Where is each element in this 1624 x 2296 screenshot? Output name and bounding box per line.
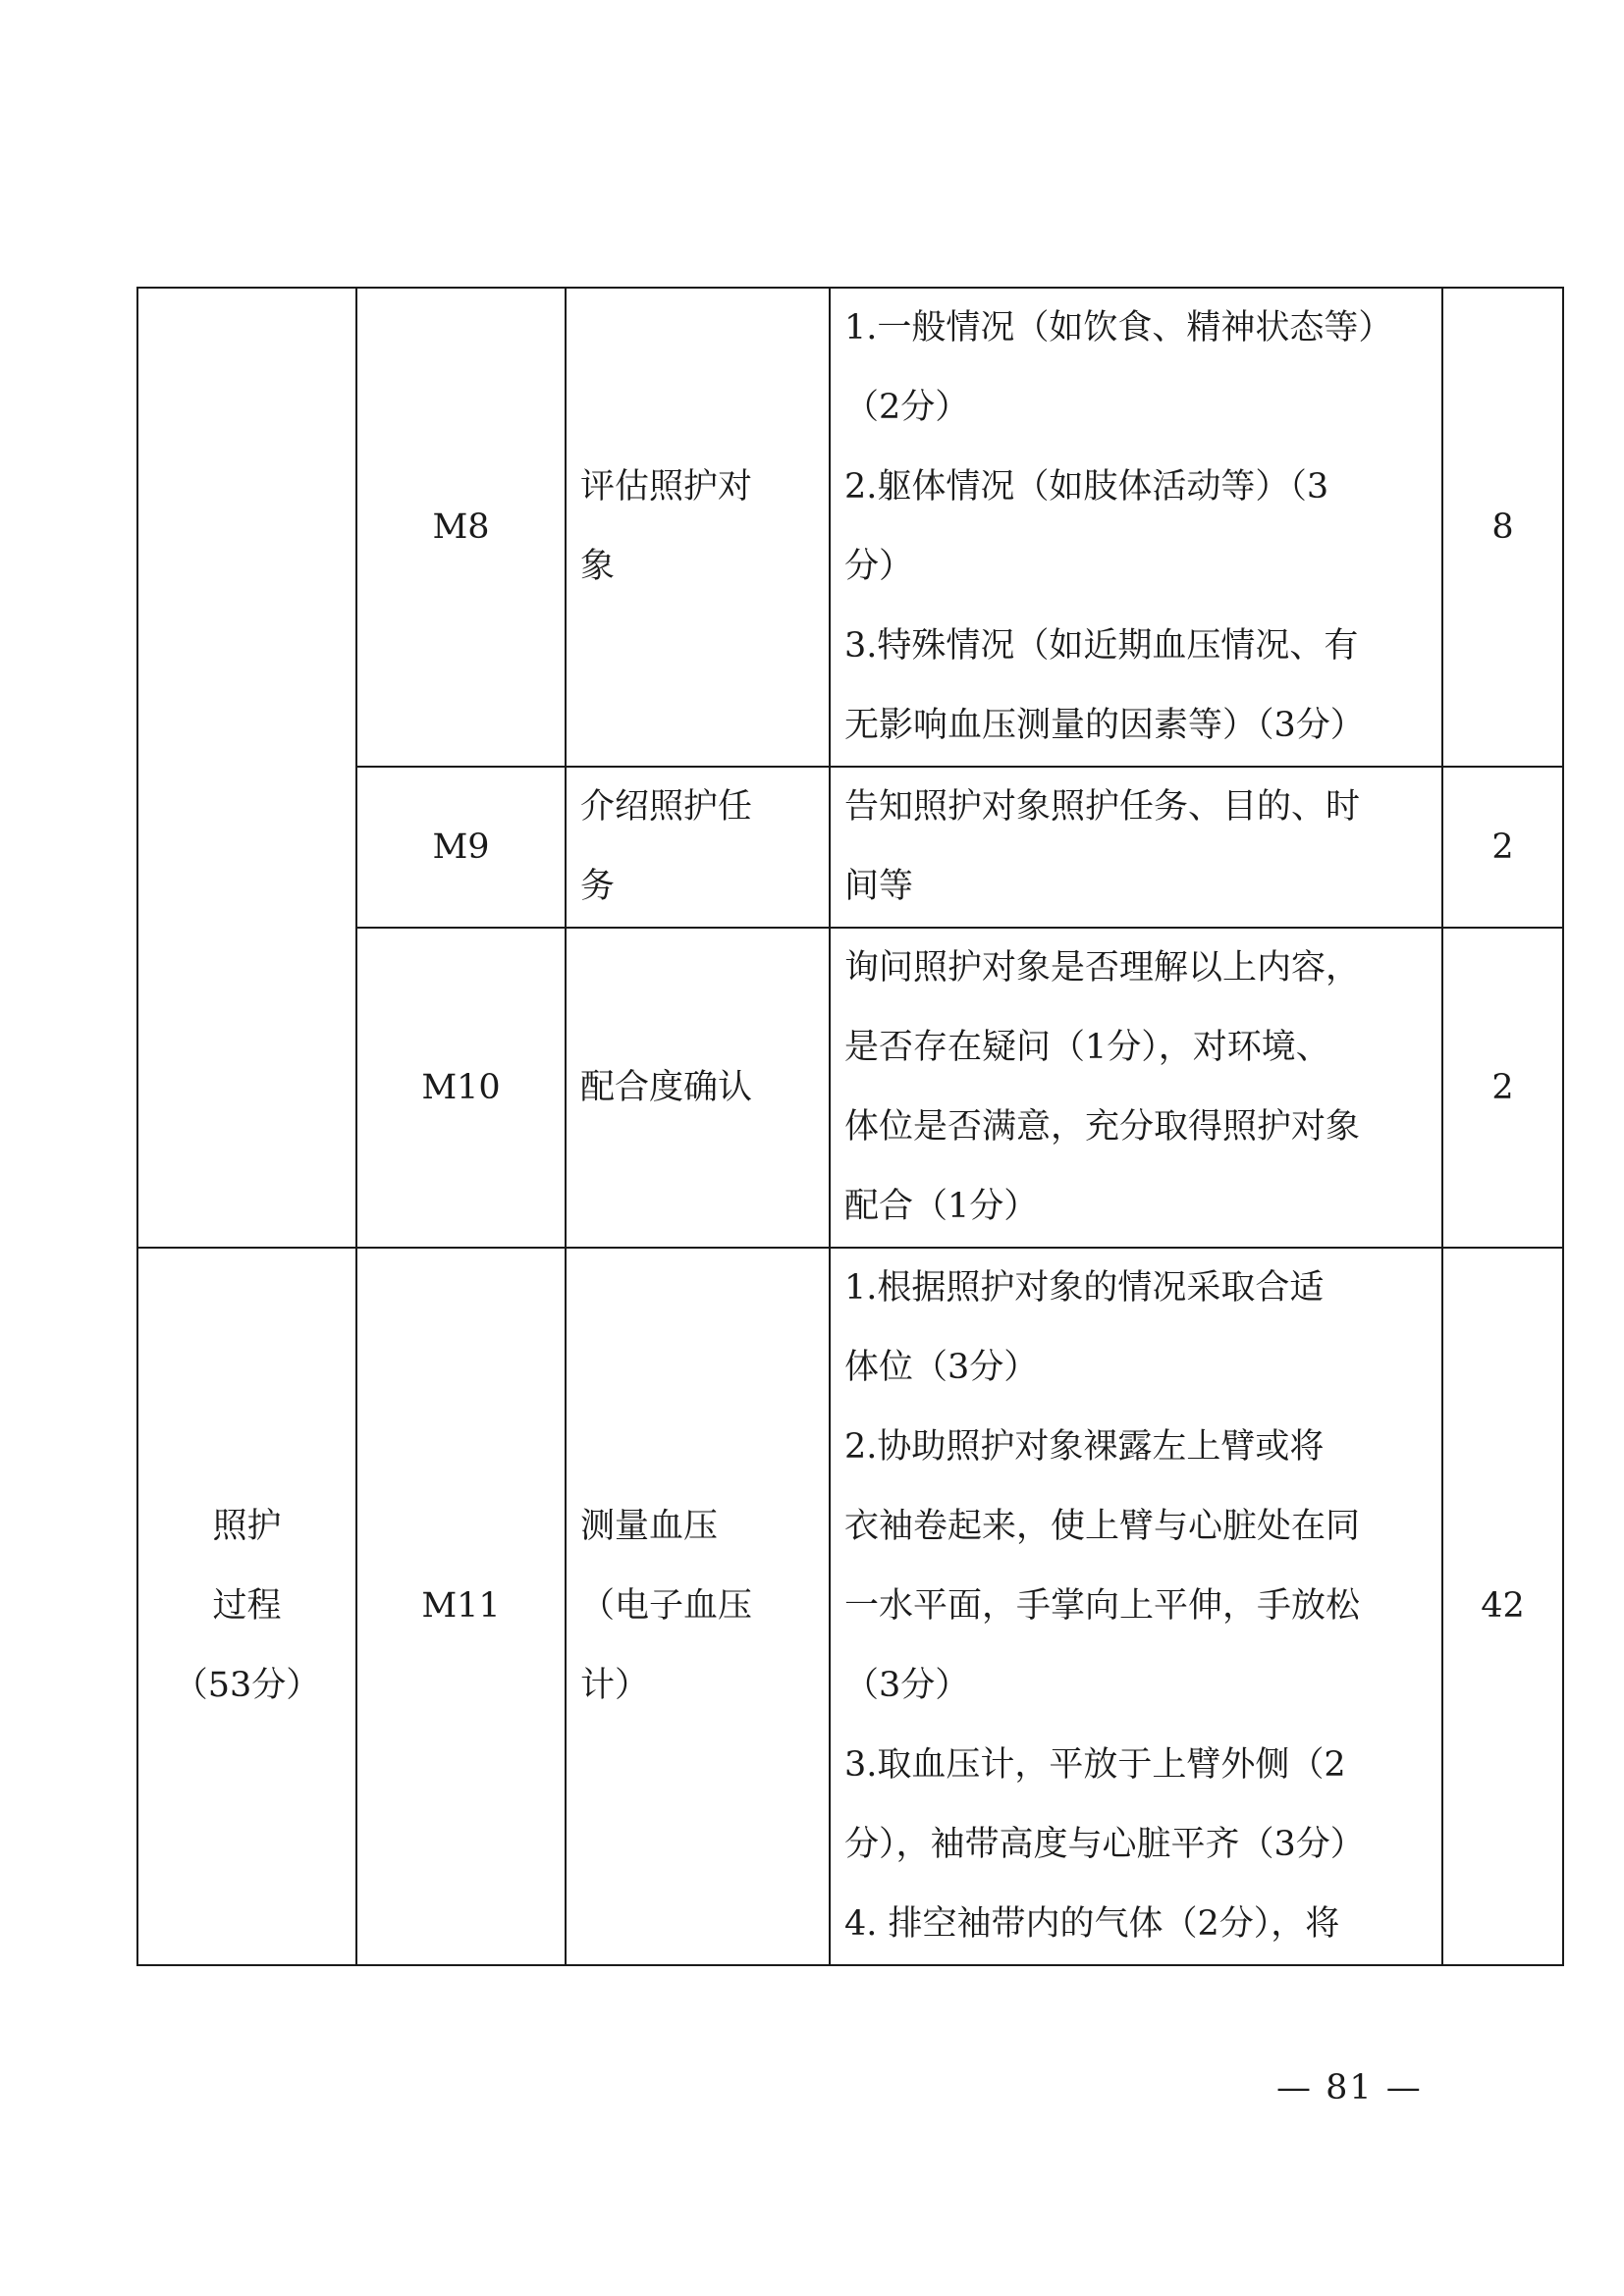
item-line: 务 — [580, 867, 616, 906]
requirement-line: 4. 排空袖带内的气体（2分），将 — [844, 1904, 1340, 1944]
stage-line: （53分） — [173, 1666, 321, 1705]
item-cell — [566, 1248, 830, 1965]
requirement-cell — [830, 767, 1442, 928]
stage-line: 照护 — [212, 1507, 282, 1546]
item-line: 介绍照护任 — [580, 787, 753, 827]
code-cell: M10 — [356, 928, 566, 1248]
scoring-table — [136, 287, 1564, 1966]
stage-cell — [137, 1248, 356, 1965]
score-cell: 2 — [1442, 767, 1563, 928]
requirement-line: 一水平面，手掌向上平伸，手放松 — [844, 1586, 1361, 1626]
table-row — [137, 1248, 1563, 1965]
item-line: 测量血压 — [580, 1507, 719, 1546]
table-row — [137, 288, 1563, 767]
item-line: （电子血压 — [580, 1586, 753, 1626]
page-number: — 81 — — [1276, 2068, 1423, 2108]
requirement-cell — [830, 928, 1442, 1248]
requirement-line: 告知照护对象照护任务、目的、时 — [844, 787, 1361, 827]
item-cell — [566, 767, 830, 928]
requirement-line: 3.取血压计，平放于上臂外侧（2 — [844, 1745, 1346, 1785]
code-cell: M8 — [356, 288, 566, 767]
requirement-line: 1.根据照护对象的情况采取合适 — [844, 1268, 1325, 1308]
requirement-line: 间等 — [844, 867, 914, 906]
requirement-line: 分） — [844, 547, 914, 586]
item-line: 象 — [580, 547, 616, 586]
requirement-line: 衣袖卷起来，使上臂与心脏处在同 — [844, 1507, 1361, 1546]
requirement-line: （2分） — [844, 388, 970, 427]
requirement-cell — [830, 288, 1442, 767]
requirement-cell — [830, 1248, 1442, 1965]
item-line: 计） — [580, 1666, 650, 1705]
code-cell: M11 — [356, 1248, 566, 1965]
requirement-line: 2.协助照护对象裸露左上臂或将 — [844, 1427, 1325, 1467]
requirement-line: 是否存在疑问（1分），对环境、 — [844, 1028, 1330, 1067]
requirement-line: 询问照护对象是否理解以上内容， — [844, 948, 1361, 988]
requirement-line: 3.特殊情况（如近期血压情况、有 — [844, 626, 1359, 666]
item-cell — [566, 288, 830, 767]
stage-cell-empty — [137, 288, 356, 1248]
item-line: 评估照护对 — [580, 467, 753, 507]
requirement-line: 分），袖带高度与心脏平齐（3分） — [844, 1825, 1365, 1864]
requirement-line: 体位（3分） — [844, 1348, 1039, 1387]
requirement-line: 体位是否满意，充分取得照护对象 — [844, 1107, 1361, 1147]
score-cell: 42 — [1442, 1248, 1563, 1965]
requirement-line: 1.一般情况（如饮食、精神状态等） — [844, 308, 1393, 347]
requirement-line: 2.躯体情况（如肢体活动等）（3 — [844, 467, 1329, 507]
item-line: 配合度确认 — [580, 1067, 753, 1107]
score-cell: 2 — [1442, 928, 1563, 1248]
requirement-line: 配合（1分） — [844, 1187, 1039, 1226]
code-cell: M9 — [356, 767, 566, 928]
score-cell: 8 — [1442, 288, 1563, 767]
stage-line: 过程 — [212, 1586, 282, 1626]
requirement-line: （3分） — [844, 1666, 970, 1705]
item-cell — [566, 928, 830, 1248]
requirement-line: 无影响血压测量的因素等）（3分） — [844, 706, 1365, 745]
